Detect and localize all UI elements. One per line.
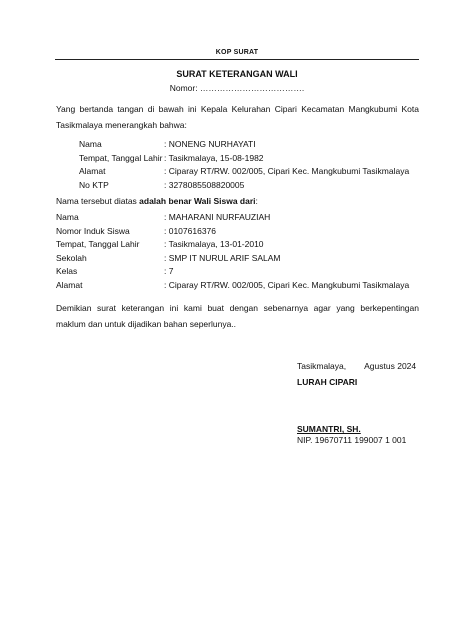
field-label: Tempat, Tanggal Lahir bbox=[56, 239, 140, 249]
student-row bbox=[56, 279, 409, 293]
guardian-details bbox=[79, 138, 409, 192]
student-details bbox=[56, 211, 409, 292]
field-value: : 0107616376 bbox=[164, 225, 216, 236]
field-label: Alamat bbox=[79, 166, 106, 176]
guardian-row bbox=[79, 152, 409, 166]
field-value: : Ciparay RT/RW. 002/005, Cipari Kec. Mangkubumi Tasikmalaya bbox=[164, 166, 410, 176]
letter-number: Nomor: ………………………………. bbox=[169, 83, 305, 93]
student-row bbox=[56, 238, 409, 252]
signature-office: LURAH CIPARI bbox=[297, 377, 358, 387]
guardian-row bbox=[79, 165, 409, 179]
declaration-prefix: Nama tersebut diatas bbox=[56, 196, 140, 206]
closing-line-2: maklum dan untuk dijadikan bahan seperlunya.. bbox=[56, 319, 237, 329]
field-value: : MAHARANI NURFAUZIAH bbox=[164, 212, 271, 222]
field-label: Nama bbox=[79, 139, 102, 149]
student-row bbox=[56, 252, 409, 266]
field-label: Kelas bbox=[56, 266, 78, 276]
letterhead-title: KOP SURAT bbox=[215, 49, 259, 56]
intro-line-2: Tasikmalaya menerangkah bahwa: bbox=[56, 120, 187, 130]
declaration-suffix: : bbox=[255, 196, 258, 206]
field-value: : SMP IT NURUL ARIF SALAM bbox=[164, 252, 281, 263]
student-row bbox=[56, 225, 409, 239]
letter-title: SURAT KETERANGAN WALI bbox=[176, 69, 298, 79]
letterhead-divider bbox=[55, 59, 419, 60]
field-value: : 7 bbox=[164, 266, 174, 276]
field-label: Alamat bbox=[56, 279, 83, 290]
closing-line-1: Demikian surat keterangan ini kami buat dengan sebenarnya agar yang berkepentingan bbox=[56, 303, 419, 313]
signatory-nip: NIP. 19670711 199007 1 001 bbox=[297, 435, 407, 445]
field-value: : Tasikmalaya, 15-08-1982 bbox=[164, 152, 264, 163]
student-row bbox=[56, 211, 409, 225]
field-label: Nomor Induk Siswa bbox=[56, 225, 130, 236]
declaration-emphasis: adalah benar Wali Siswa dari bbox=[139, 196, 256, 206]
guardian-row bbox=[79, 179, 409, 193]
intro-paragraph bbox=[56, 101, 419, 133]
field-value: : 3278085508820005 bbox=[164, 179, 245, 190]
closing-paragraph bbox=[56, 300, 419, 332]
signature-place-date bbox=[297, 361, 416, 371]
field-value: : Ciparay RT/RW. 002/005, Cipari Kec. Mangkubumi Tasikmalaya bbox=[164, 279, 410, 290]
signature-place: Tasikmalaya, bbox=[297, 361, 347, 371]
field-label: Nama bbox=[56, 212, 79, 222]
field-value: : NONENG NURHAYATI bbox=[164, 139, 256, 149]
intro-line-1: Yang bertanda tangan di bawah ini Kepala Kelurahan Cipari Kecamatan Mangkubumi Kota bbox=[56, 104, 419, 114]
guardian-row bbox=[79, 138, 409, 152]
field-label: Tempat, Tanggal Lahir bbox=[79, 152, 163, 163]
field-label: No KTP bbox=[79, 179, 109, 190]
declaration-line bbox=[56, 196, 258, 206]
student-row bbox=[56, 265, 409, 279]
field-value: : Tasikmalaya, 13-01-2010 bbox=[164, 239, 264, 249]
signature-date: Agustus 2024 bbox=[364, 361, 417, 371]
signatory-name: SUMANTRI, SH. bbox=[297, 424, 361, 434]
field-label: Sekolah bbox=[56, 252, 87, 263]
